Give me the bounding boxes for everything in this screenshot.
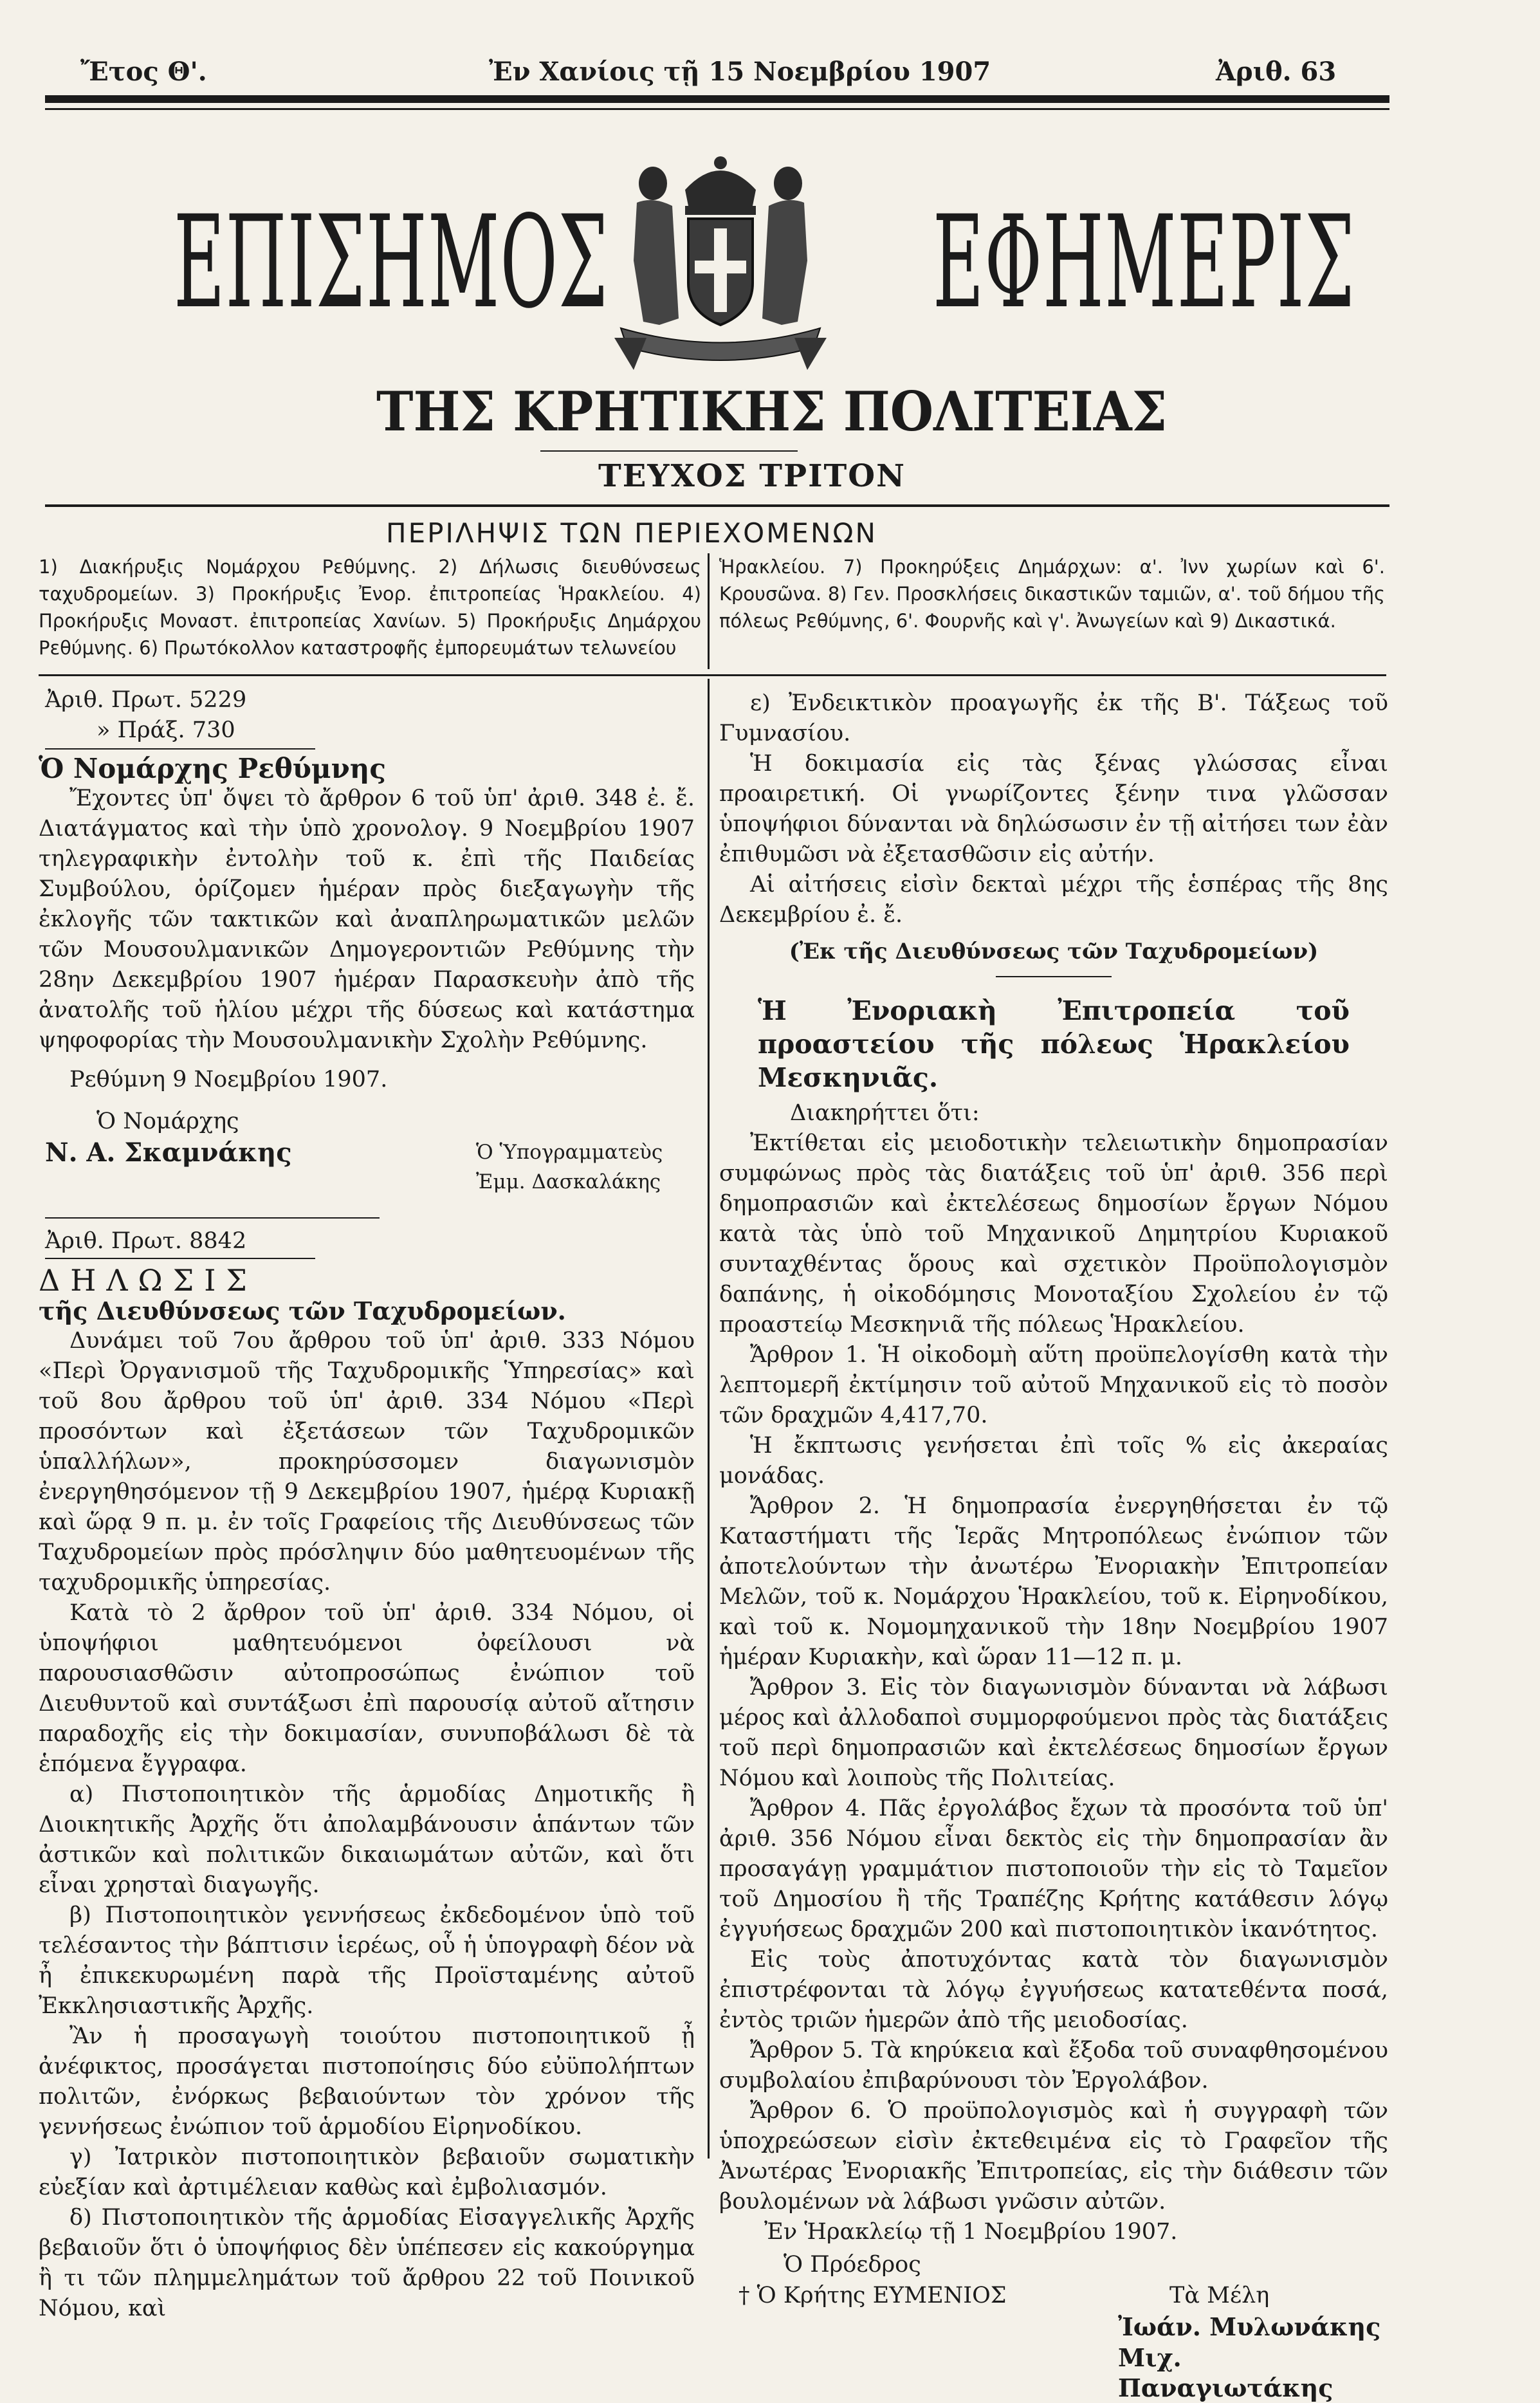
committee-declares: Διακηρήττει ὅτι:	[790, 1100, 980, 1126]
contents-right: Ἡρακλείου. 7) Προκηρύξεις Δημάρχων: α'. Ἰνν χωρίων καὶ 6'. Κρουσῶνα. 8) Γεν. Προσκλήσεις δικαστικῶν ταμιῶν, α'. τοῦ δήμου τῆς πόλεως Ρεθύμνης, 6'. Φουρνῆς καὶ γ'. Ἀνωγείων καὶ 9) Δικαστικά.	[719, 556, 1385, 632]
contents-bottom-rule	[39, 674, 1386, 676]
declaration-p1: Δυνάμει τοῦ 7ου ἄρθρου τοῦ ὑπ' ἀριθ. 333 Νόμου «Περὶ Ὀργανισμοῦ τῆς Ταχυδρομικῆς Ὑπηρεσίας» καὶ τοῦ 8ου ἄρθρου τοῦ ὑπ' ἀριθ. 334 Νόμου «Περὶ προσόντων καὶ ἐξετάσεων τῶν Ταχυδρομικῶν ὑπαλλήλων», προκηρύσσομεν διαγωνισμὸν ἐνεργηθησόμενον τῇ 9 Δεκεμβρίου 1907, ἡμέρᾳ Κυριακῇ καὶ ὥρᾳ 9 π. μ. ἐν τοῖς Γραφείοις τῆς Διευθύνσεως τῶν Ταχυδρομείων πρὸς πρόσληψιν δύο μαθητευομένων τῆς ταχυδρομικῆς ὑπηρεσίας.	[39, 1328, 695, 1596]
ref-praxis-730: » Πράξ. 730	[96, 717, 235, 743]
issue-place-date: Ἐν Χανίοις τῇ 15 Νοεμβρίου 1907	[489, 57, 991, 87]
masthead-subtitle: ΤΗΣ ΚΡΗΤΙΚΗΣ ΠΟΛΙΤΕΙΑΣ	[376, 380, 1168, 443]
member-1: Ἰωάν. Μυλωνάκης	[1118, 2312, 1381, 2341]
undersecretary-title: Ὁ Ὑπογραμματεὺς	[476, 1141, 663, 1164]
undersecretary-name: Ἐμμ. Δασκαλάκης	[476, 1170, 661, 1193]
nomarch-heading: Ὁ Νομάρχης Ρεθύμνης	[39, 753, 386, 784]
declaration-item-b: β) Πιστοποιητικὸν γεννήσεως ἐκδεδομένον ὑπὸ τοῦ τελέσαντος τὴν βάπτισιν ἱερέως, οὗ ἡ ὑπογραφὴ δέον νὰ ἦ ἐπικεκυρωμένη παρὰ τῆς Προϊσταμένης αὐτοῦ Ἐκκλησιαστικῆς Ἀρχῆς.	[39, 1902, 695, 2019]
masthead-title-left: ΕΠΙΣΗΜΟΣ	[174, 188, 609, 336]
declaration-item-b2: Ἂν ἡ προσαγωγὴ τοιούτου πιστοποιητικοῦ ᾖ ἀνέφικτος, προσάγεται πιστοποίησις δύο εὐϋπολήπτων πολιτῶν, ἐνόρκως βεβαιούντων τὸν χρόνον τῆς γεννήσεως ἐνώπιον τοῦ ἁρμοδίου Εἰρηνοδίκου.	[39, 2023, 695, 2140]
members-title: Τὰ Μέλη	[1169, 2283, 1270, 2308]
left-column	[39, 685, 695, 2324]
article-6: Ἄρθρον 6. Ὁ προϋπολογισμὸς καὶ ἡ συγγραφὴ τῶν ὑποχρεώσεων εἰσὶν ἐκτεθειμένα εἰς τὸ Γραφεῖον τῆς Ἀνωτέρας Ἐνοριακῆς Ἐπιτροπείας, εἰς τὴν διάθεσιν τῶν βουλομένων νὰ λάβωσι γνῶσιν αὐτῶν.	[719, 2098, 1388, 2214]
declaration-subtitle: τῆς Διευθύνσεως τῶν Ταχυδρομείων.	[39, 1296, 566, 1325]
committee-place-date: Ἐν Ἡρακλείῳ τῇ 1 Νοεμβρίου 1907.	[764, 2219, 1178, 2245]
column-divider	[708, 679, 710, 2159]
declaration-item-g: γ) Ἰατρικὸν πιστοποιητικὸν βεβαιοῦν σωματικὴν εὐεξίαν καὶ ἀρτιμέλειαν καθὼς καὶ ἐμβολιασμόν.	[39, 2144, 695, 2200]
president-title: Ὁ Πρόεδρος	[784, 2252, 921, 2278]
masthead-rule	[45, 504, 1389, 507]
contents-title: ΠΕΡΙΛΗΨΙΣ ΤΩΝ ΠΕΡΙΕΧΟΜΕΝΩΝ	[386, 517, 877, 549]
article-4: Ἄρθρον 4. Πᾶς ἐργολάβος ἔχων τὰ προσόντα τοῦ ὑπ' ἀριθ. 356 Νόμου εἶναι δεκτὸς εἰς τὴν δημοπρασίαν ἂν προσαγάγῃ γραμμάτιον πιστοποιοῦν τὴν εἰς τὸ Ταμεῖον τοῦ Δημοσίου ἢ τῆς Τραπέζης Κρήτης κατάθεσιν λόγῳ ἐγγυήσεως δραχμῶν 200 καὶ πιστοποιητικὸν ἱκανότητος.	[719, 1796, 1388, 1942]
article-3: Ἄρθρον 3. Εἰς τὸν διαγωνισμὸν δύνανται νὰ λάβωσι μέρος καὶ ἀλλοδαποὶ συμμορφούμενοι πρὸς τὰς διατάξεις τοῦ περὶ δημοπρασιῶν καὶ ἐκτελέσεως δημοσίων ἔργων Νόμου καὶ λοιποὺς τῆς Πολιτείας.	[719, 1675, 1388, 1791]
header-thin-rule	[45, 108, 1389, 110]
masthead-title-right: ΕΦΗΜΕΡΙΣ	[933, 188, 1355, 336]
header-thick-rule	[45, 95, 1389, 103]
item-e: ε) Ἐνδεικτικὸν προαγωγῆς ἐκ τῆς Β'. Τάξεως τοῦ Γυμνασίου.	[719, 690, 1388, 746]
ref2-underline	[45, 1258, 315, 1259]
contents-left: 1) Διακήρυξις Νομάρχου Ρεθύμνης. 2) Δήλωσις διευθύνσεως ταχυδρομείων. 3) Προκήρυξις Ἐνορ. ἐπιτροπείας Ἡρακλείου. 4) Προκήρυξις Μοναστ. ἐπιτροπείας Χανίων. 5) Προκήρυξις Δημάρχου Ρεθύμνης. 6) Πρωτόκολλον καταστροφῆς ἐμπορευμάτων τελωνείου	[39, 556, 701, 659]
president-name: † Ὁ Κρήτης ΕΥΜΕΝΙΟΣ	[738, 2283, 1007, 2308]
postal-source: (Ἐκ τῆς Διευθύνσεως τῶν Ταχυδρομείων)	[789, 939, 1319, 964]
trial-note: Ἡ δοκιμασία εἰς τὰς ξένας γλώσσας εἶναι προαιρετική. Οἱ γνωρίζοντες ξένην τινα γλῶσσαν ὑποψήφιοι δύνανται νὰ δηλώσωσιν ἐν τῇ αἰτήσει των ἐὰν ἐπιθυμῶσι νὰ ἐξετασθῶσιν εἰς αὐτήν.	[719, 751, 1388, 867]
divider-short	[996, 976, 1112, 977]
nomarch-signatures	[39, 1095, 695, 1217]
committee-intro: Ἐκτίθεται εἰς μειοδοτικὴν τελειωτικὴν δημοπρασίαν συμφώνως πρὸς τὰς διατάξεις τοῦ ὑπ' ἀριθ. 356 περὶ δημοπρασιῶν καὶ ἐκτελέσεως δημοσίων ἔργων Νόμου κατὰ τὰς ὑπὸ τοῦ Μηχανικοῦ Δημητρίου Κυριακοῦ συνταχθέντας ὅρους καὶ σχετικὸν Προϋπολογισμὸν δαπάνης, ἡ οἰκοδόμησις Μονοταξίου Σχολείου ἐν τῷ προαστείῳ Μεσκηνιᾶ τῆς πόλεως Ἡρακλείου.	[719, 1130, 1388, 1338]
coat-of-arms-icon	[608, 145, 833, 376]
ref-protocol-5229: Ἀριθ. Πρωτ. 5229	[45, 687, 247, 713]
ref-protocol-8842: Ἀριθ. Πρωτ. 8842	[45, 1228, 247, 1254]
year-label: Ἔτος Θ'.	[80, 57, 207, 87]
declaration-item-a: α) Πιστοποιητικὸν τῆς ἁρμοδίας Δημοτικῆς ἢ Διοικητικῆς Ἀρχῆς ὅτι ἀπολαμβάνουσιν ἁπάντων τῶν ἀστικῶν καὶ πολιτικῶν δικαιωμάτων αὐτῶν, καὶ ὅτι εἶναι χρησταὶ διαγωγῆς.	[39, 1782, 695, 1898]
nomarch-sig-title: Ὁ Νομάρχης	[96, 1109, 239, 1134]
right-column	[719, 688, 1388, 2402]
issue-number: Ἀριθ. 63	[1216, 57, 1337, 87]
contents-divider	[708, 553, 710, 669]
article-1-note: Ἡ ἔκπτωσις γενήσεται ἐπὶ τοῖς % εἰς ἀκεραίας μονάδας.	[719, 1433, 1388, 1489]
declaration-p2: Κατὰ τὸ 2 ἄρθρον τοῦ ὑπ' ἀριθ. 334 Νόμου, οἱ ὑποψήφιοι μαθητευόμενοι ὀφείλουσι νὰ παρουσιασθῶσιν αὐτοπροσώπως ἐνώπιον τοῦ Διευθυντοῦ καὶ συντάξωσι ἐπὶ παρουσίᾳ αὐτοῦ αἴτησιν παραδοχῆς εἰς τὴν δοκιμασίαν, συνυποβάλωσι δὲ τὰ ἑπόμενα ἔγγραφα.	[39, 1600, 695, 1777]
section-rule	[45, 1217, 380, 1219]
nomarch-sig-name: Ν. Α. Σκαμνάκης	[45, 1137, 292, 1168]
nomarch-body: Ἔχοντες ὑπ' ὄψει τὸ ἄρθρον 6 τοῦ ὑπ' ἀριθ. 348 ἐ. ἔ. Διατάγματος καὶ τὴν ὑπὸ χρονολογ. 9 Νοεμβρίου 1907 τηλεγραφικὴν ἐντολὴν τοῦ κ. ἐπὶ τῆς Παιδείας Συμβούλου, ὁρίζομεν ἡμέραν πρὸς διεξαγωγὴν τῆς ἐκλογῆς τῶν τακτικῶν καὶ ἀναπληρωματικῶν μελῶν τῶν Μουσουλμανικῶν Δημογεροντιῶν Ρεθύμνης τὴν 28ην Δεκεμβρίου 1907 ἡμέραν Παρασκευὴν ἀπὸ τῆς ἀνατολῆς τοῦ ἡλίου μέχρι τῆς δύσεως καὶ κατάστημα ψηφοφορίας τὴν Μουσουλμανικὴν Σχολὴν Ρεθύμνης.	[39, 786, 695, 1053]
applications-note: Αἱ αἰτήσεις εἰσὶν δεκταὶ μέχρι τῆς ἑσπέρας τῆς 8ης Δεκεμβρίου ἐ. ἔ.	[719, 872, 1388, 928]
committee-heading: Ἡ Ἐνοριακὴ Ἐπιτροπεία τοῦ προαστείου τῆς πόλεως Ἡρακλείου Μεσκηνιᾶς.	[758, 995, 1350, 1093]
subtitle-underline	[540, 450, 798, 452]
issue-volume: ΤΕΥΧΟΣ ΤΡΙΤΟΝ	[598, 458, 906, 494]
member-2: Μιχ. Παναγιωτάκης	[1118, 2343, 1334, 2402]
ref-underline	[45, 748, 315, 750]
declaration-title: ΔΗΛΩΣΙΣ	[39, 1263, 257, 1298]
article-5: Ἄρθρον 5. Τὰ κηρύκεια καὶ ἔξοδα τοῦ συναφθησομένου συμβολαίου ἐπιβαρύνουσι τὸν Ἐργολάβον.	[719, 2038, 1388, 2094]
article-4-note: Εἰς τοὺς ἀποτυχόντας κατὰ τὸν διαγωνισμὸν ἐπιστρέφονται τὰ λόγῳ ἐγγυήσεως κατατεθέντα ποσά, ἐντὸς τριῶν ἡμερῶν ἀπὸ τῆς μειοδοσίας.	[719, 1947, 1388, 2033]
article-1: Ἄρθρον 1. Ἡ οἰκοδομὴ αὕτη προϋπελογίσθη κατὰ τὴν λεπτομερῆ ἐκτίμησιν τοῦ αὐτοῦ Μηχανικοῦ εἰς τὸ ποσὸν τῶν δραχμῶν 4,417,70.	[719, 1342, 1388, 1428]
nomarch-place-date: Ρεθύμνη 9 Νοεμβρίου 1907.	[69, 1067, 388, 1092]
committee-signatures	[719, 2247, 1388, 2402]
declaration-item-d: δ) Πιστοποιητικὸν τῆς ἁρμοδίας Εἰσαγγελικῆς Ἀρχῆς βεβαιοῦν ὅτι ὁ ὑποψήφιος δὲν ὑπέπεσεν εἰς κακούργημα ἢ τι τῶν πλημμελημάτων τοῦ ἄρθρου 22 τοῦ Ποινικοῦ Νόμου, καὶ	[39, 2205, 695, 2321]
article-2: Ἄρθρον 2. Ἡ δημοπρασία ἐνεργηθήσεται ἐν τῷ Καταστήματι τῆς Ἱερᾶς Μητροπόλεως ἐνώπιον τῶν ἀποτελούντων τὴν ἀνωτέρω Ἐνοριακὴν Ἐπιτροπείαν Μελῶν, τοῦ κ. Νομάρχου Ἡρακλείου, τοῦ κ. Εἰρηνοδίκου, καὶ τοῦ κ. Νομομηχανικοῦ τὴν 18ην Νοεμβρίου 1907 ἡμέραν Κυριακὴν, καὶ ὥραν 11—12 π. μ.	[719, 1493, 1388, 1670]
